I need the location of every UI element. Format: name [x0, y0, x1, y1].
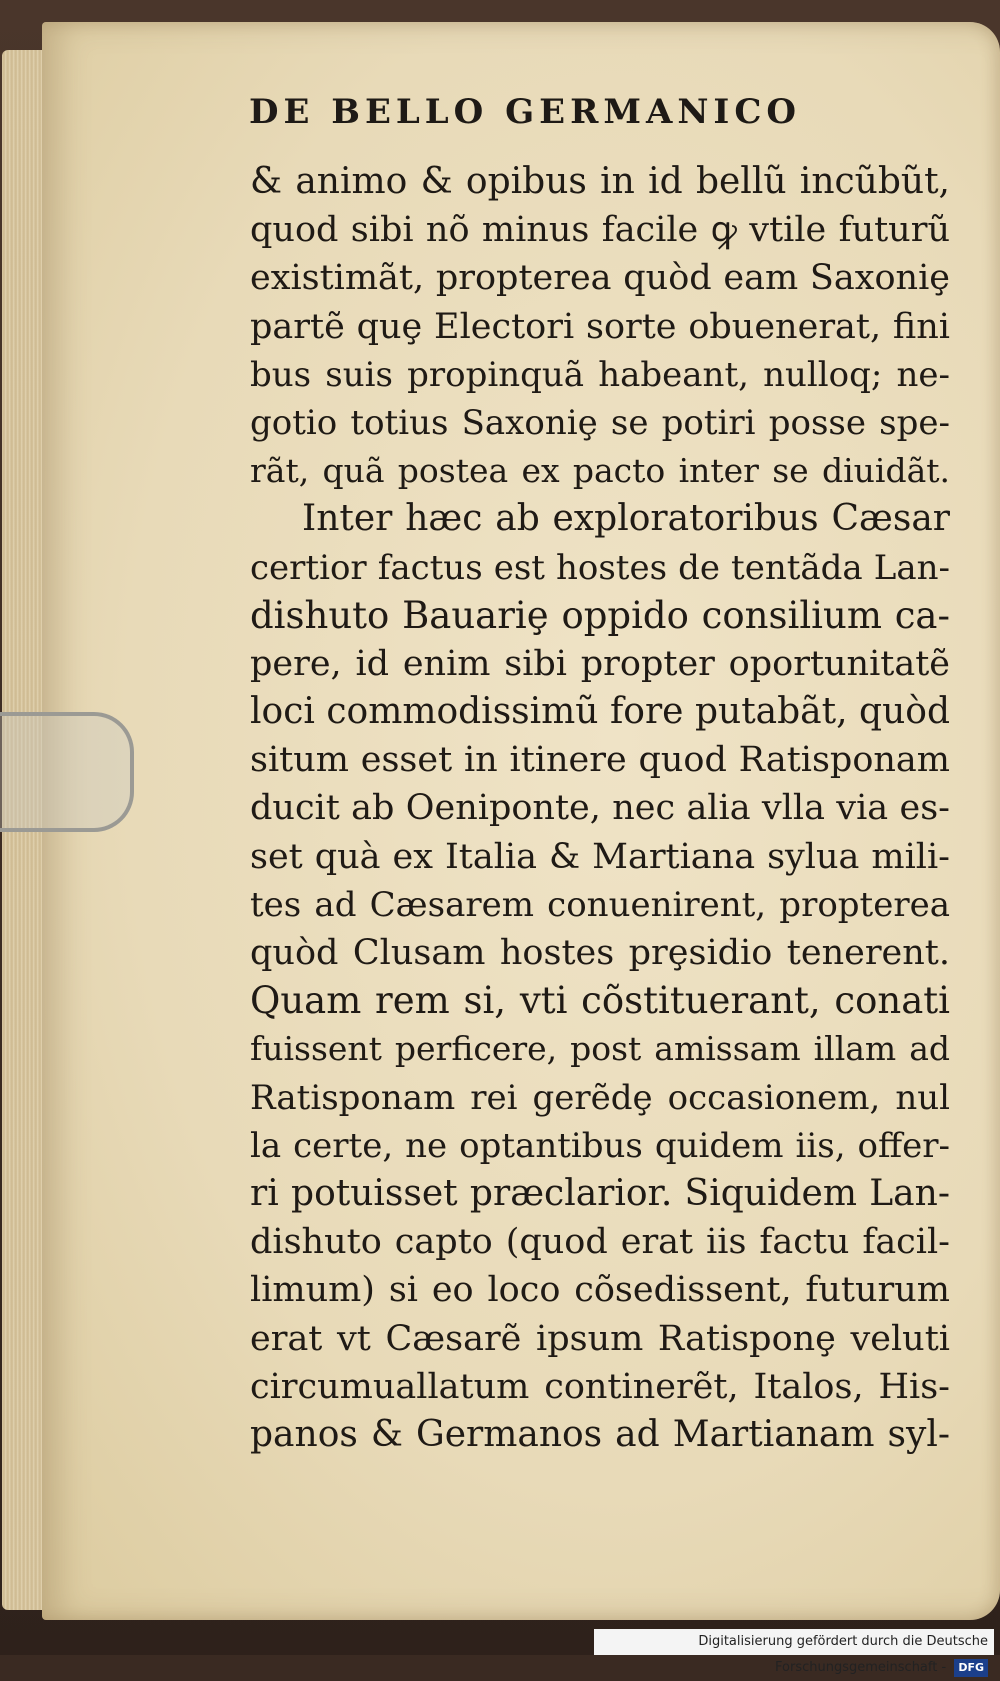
text-line: erat vt Cæsarẽ ipsum Ratisponȩ veluti: [250, 1318, 950, 1359]
text-line: Inter hæc ab exploratoribus Cæsar: [302, 498, 950, 540]
text-line: situm esset in itinere quod Ratisponam: [250, 740, 950, 781]
text-line: ri potuisset præclarior. Siquidem Lan-: [250, 1172, 950, 1214]
text-line: Quam rem si, vti cõstituerant, conati: [250, 979, 950, 1023]
text-line: pere, id enim sibi propter oportunitatẽ: [250, 643, 950, 684]
text-line: existimãt, propterea quòd eam Saxoniȩ: [250, 258, 950, 299]
text-line: set quà ex Italia & Martiana sylua mili-: [250, 836, 950, 877]
text-line: dishuto capto (quod erat iis factu facil-: [250, 1222, 950, 1263]
text-line: & animo & opibus in id bellũ incũbũt,: [250, 161, 950, 202]
text-line: rãt, quã postea ex pacto inter se diuidãt.: [250, 451, 950, 491]
text-line: bus suis propinquã habeant, nulloq; ne-: [250, 354, 950, 395]
text-line: quòd Clusam hostes prȩsidio tenerent.: [250, 933, 950, 973]
dfg-logo: DFG: [954, 1659, 988, 1677]
text-line: Ratisponam rei gerẽdȩ occasionem, nul: [250, 1077, 950, 1118]
text-line: ducit ab Oeniponte, nec alia vlla via es-: [250, 788, 950, 829]
text-line: partẽ quȩ Electori sorte obuenerat, fini: [250, 306, 950, 347]
text-line: circumuallatum continerẽt, Italos, His-: [250, 1366, 950, 1407]
text-line: dishuto Bauariȩ oppido consilium ca-: [250, 593, 950, 637]
text-line: quod sibi nõ minus facile ꝙ vtile futurũ: [250, 210, 950, 251]
text-line: panos & Germanos ad Martianam syl-: [250, 1413, 950, 1455]
text-line: certior factus est hostes de tentãda Lan-: [250, 547, 950, 588]
text-line: limum) si eo loco cõsedissent, futurum: [250, 1270, 950, 1311]
running-head: DE BELLO GERMANICO: [248, 92, 802, 132]
text-line: loci commodissimũ fore putabãt, quòd: [250, 691, 950, 733]
text-line: tes ad Cæsarem conuenirent, propterea: [250, 884, 950, 925]
text-line: fuissent perficere, post amissam illam ad: [250, 1029, 950, 1069]
text-line: la certe, ne optantibus quidem iis, offer-: [250, 1125, 950, 1166]
text-block: [250, 158, 950, 1459]
text-line: gotio totius Saxoniȩ se potiri posse spe-: [250, 402, 950, 443]
digitization-credit: [594, 1629, 994, 1675]
credit-text: Digitalisierung gefördert durch die Deutsche Forschungsgemeinschaft -: [698, 1634, 988, 1675]
page-clip: [0, 712, 134, 832]
